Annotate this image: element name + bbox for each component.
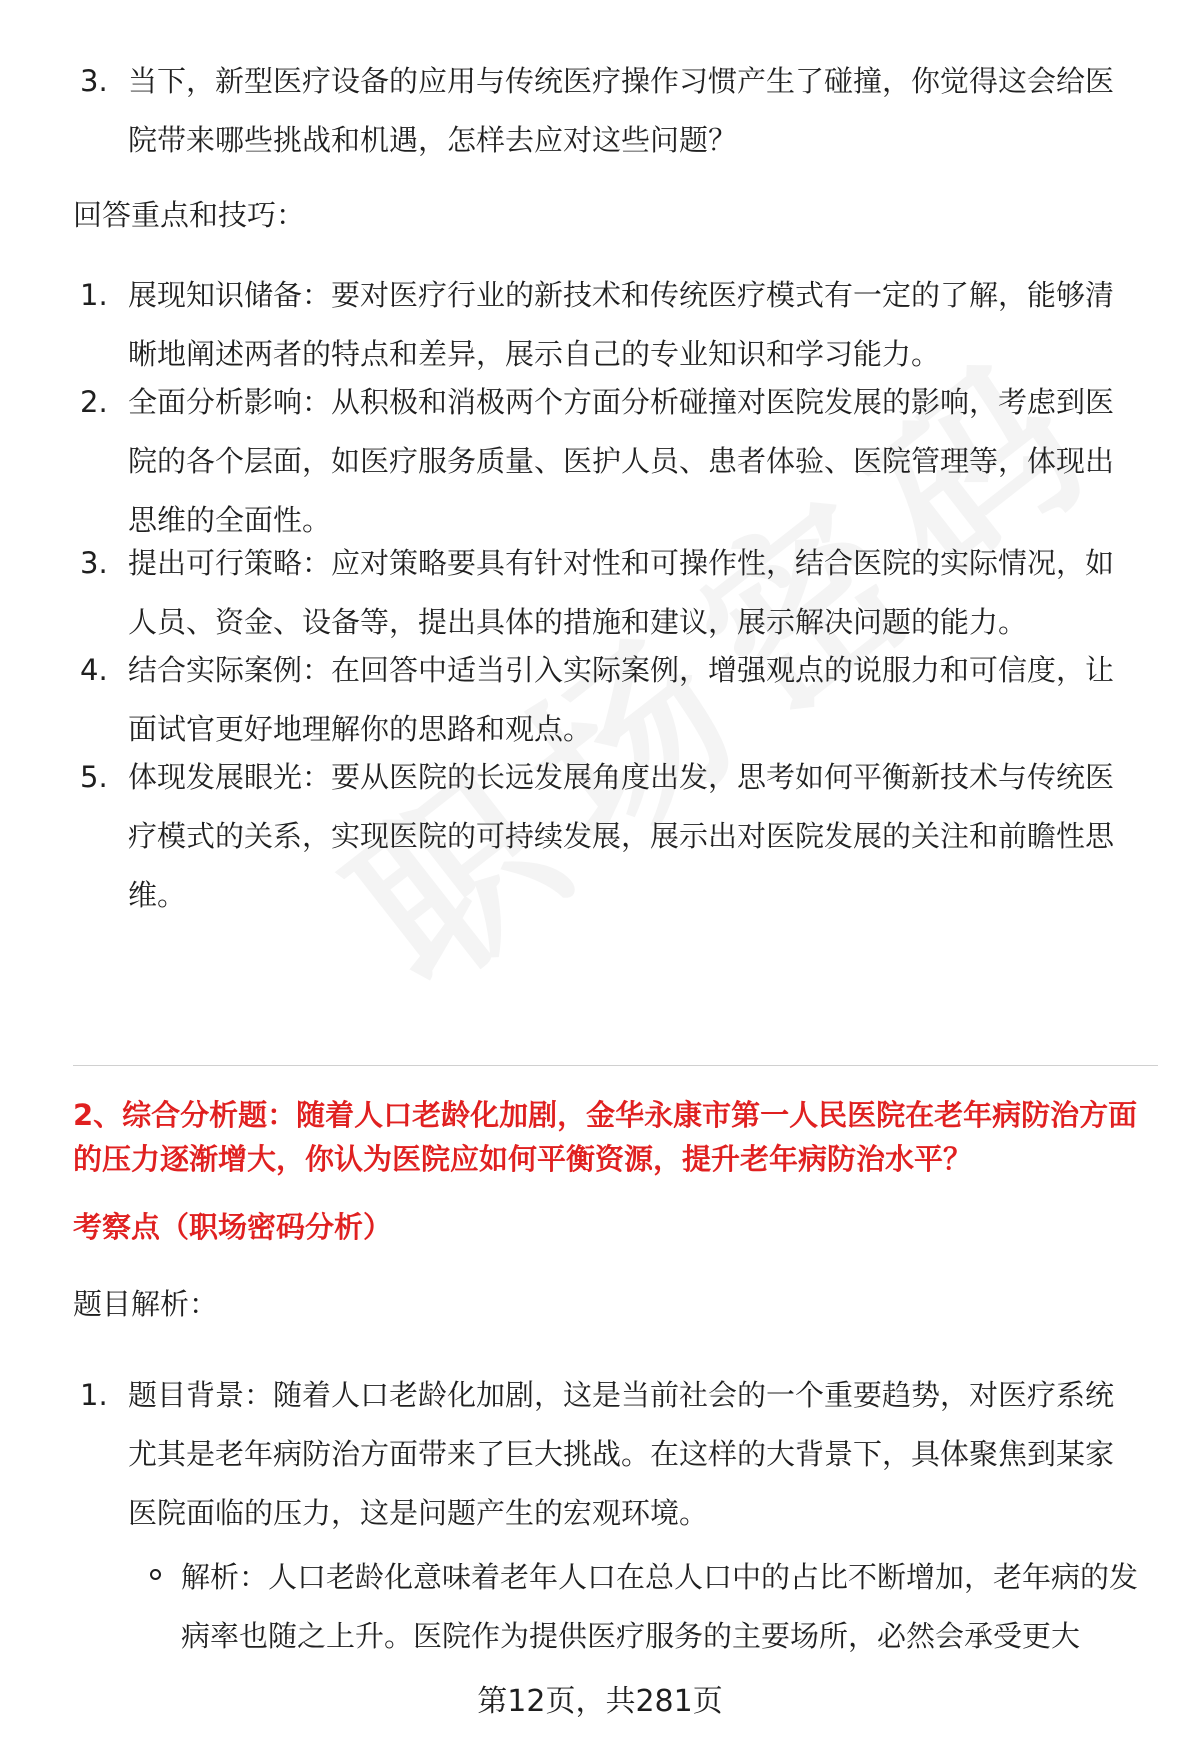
tip-item-5 [80,748,1140,925]
list-number: 1. [80,278,108,312]
tip-item-3 [80,534,1140,652]
tip-item-2 [80,373,1140,550]
list-text: 体现发展眼光：要从医院的长远发展角度出发，思考如何平衡新技术与传统医疗模式的关系，实现医院的可持续发展，展示出对医院发展的关注和前瞻性思维。 [128,760,1115,912]
section-2-subtitle: 考察点（职场密码分析） [73,1210,393,1244]
question-3 [80,52,1140,170]
list-text: 展现知识储备：要对医疗行业的新技术和传统医疗模式有一定的了解，能够清晰地阐述两者的特点和差异，展示自己的专业知识和学习能力。 [128,278,1115,371]
list-number: 1. [80,1378,108,1412]
list-text: 结合实际案例：在回答中适当引入实际案例，增强观点的说服力和可信度，让面试官更好地理解你的思路和观点。 [128,653,1115,746]
page-number-footer: 第12页，共281页 [477,1684,723,1719]
analysis-heading: 题目解析： [73,1287,219,1321]
list-number: 3. [80,64,108,98]
section-2-title: 2、综合分析题：随着人口老龄化加剧，金华永康市第一人民医院在老年病防治方面的压力逐渐增大，你认为医院应如何平衡资源，提升老年病防治水平？ [73,1098,1138,1176]
list-text: 全面分析影响：从积极和消极两个方面分析碰撞对医院发展的影响，考虑到医院的各个层面，如医疗服务质量、医护人员、患者体验、医院管理等，体现出思维的全面性。 [128,385,1115,537]
tip-item-1 [80,266,1140,384]
list-number: 4. [80,653,108,687]
list-number: 3. [80,546,108,580]
tips-heading: 回答重点和技巧： [73,198,306,232]
hollow-bullet-icon [150,1569,161,1580]
list-text: 题目背景：随着人口老龄化加剧，这是当前社会的一个重要趋势，对医疗系统尤其是老年病防治方面带来了巨大挑战。在这样的大背景下，具体聚焦到某家医院面临的压力，这是问题产生的宏观环境。 [128,1378,1115,1530]
analysis-bullet-1 [150,1548,1145,1666]
list-number: 5. [80,760,108,794]
section-divider [73,1065,1158,1066]
list-text: 提出可行策略：应对策略要具有针对性和可操作性，结合医院的实际情况，如人员、资金、设备等，提出具体的措施和建议，展示解决问题的能力。 [128,546,1115,639]
tip-item-4 [80,641,1140,759]
bullet-text: 解析：人口老龄化意味着老年人口在总人口中的占比不断增加，老年病的发病率也随之上升。医院作为提供医疗服务的主要场所，必然会承受更大 [181,1560,1139,1653]
list-number: 2. [80,385,108,419]
list-text: 当下，新型医疗设备的应用与传统医疗操作习惯产生了碰撞，你觉得这会给医院带来哪些挑战和机遇，怎样去应对这些问题？ [128,64,1115,157]
analysis-item-1 [80,1366,1140,1543]
